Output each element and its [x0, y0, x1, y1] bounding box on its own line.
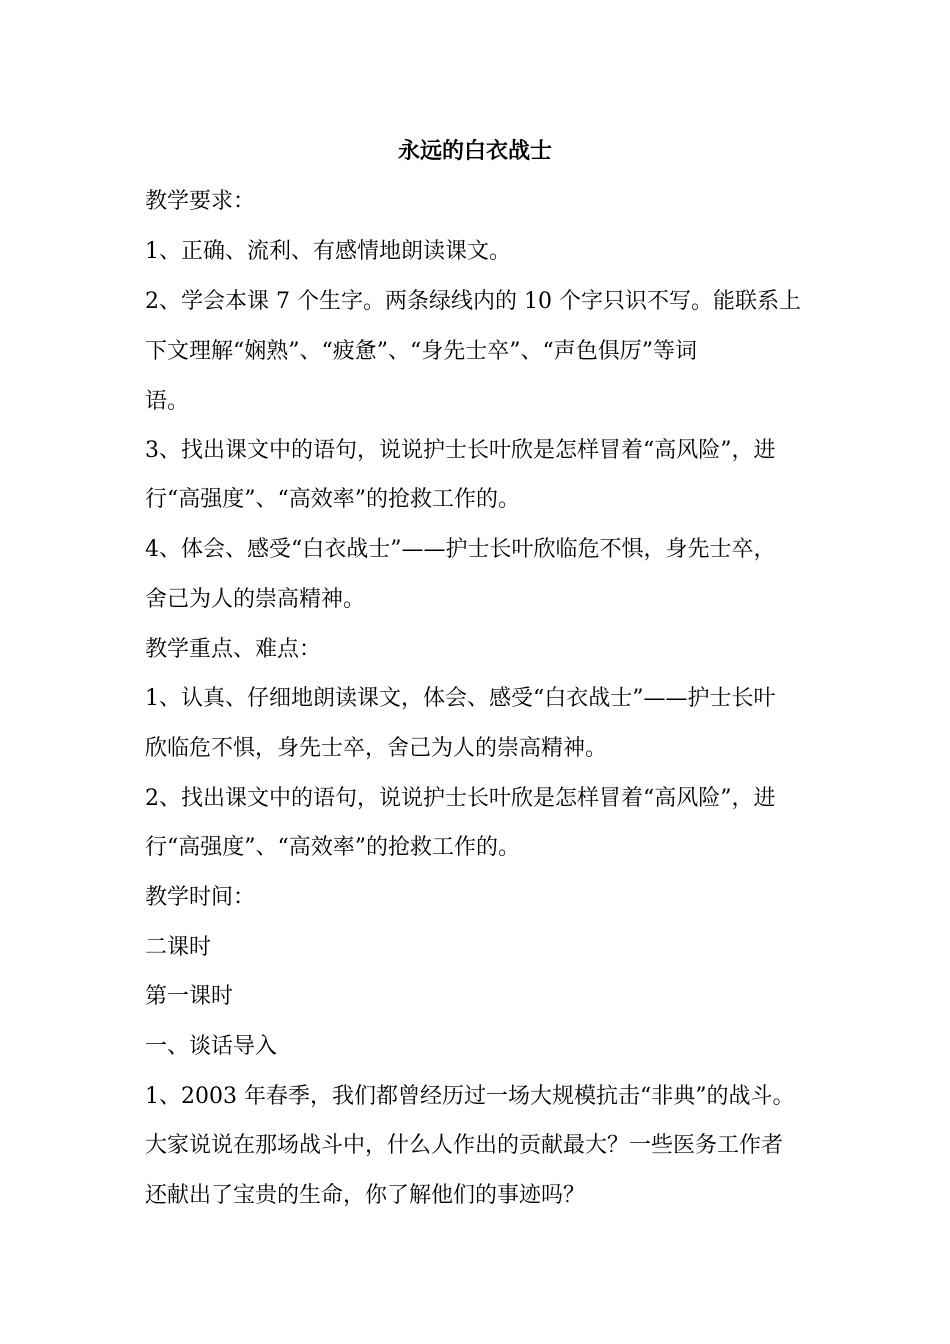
document-title: 永远的白衣战士 [397, 138, 552, 164]
section-heading-first-lesson: 第一课时 [145, 984, 234, 1009]
text-line: 欣临危不惧，身先士卒，舍己为人的崇高精神。 [145, 736, 608, 761]
text-line: 语。 [145, 389, 190, 414]
text-line: 3、找出课文中的语句，说说护士长叶欣是怎样冒着“高风险”，进 [145, 438, 776, 463]
text-line: 还献出了宝贵的生命，你了解他们的事迹吗？ [145, 1183, 586, 1208]
text-line: 1、2003 年春季，我们都曾经历过一场大规模抗击“非典”的战斗。 [145, 1084, 795, 1109]
text-line: 行“高强度”、“高效率”的抢救工作的。 [145, 487, 520, 512]
text-line: 2、学会本课 7 个生字。两条绿线内的 10 个字只识不写。能联系上 [145, 289, 801, 314]
text-line: 1、正确、流利、有感情地朗读课文。 [145, 239, 511, 264]
text-line: 行“高强度”、“高效率”的抢救工作的。 [145, 835, 520, 860]
text-line: 二课时 [145, 935, 212, 960]
section-heading-key-points: 教学重点、难点： [145, 637, 322, 662]
text-line: 大家说说在那场战斗中，什么人作出的贡献最大？一些医务工作者 [145, 1133, 784, 1158]
text-line: 1、认真、仔细地朗读课文，体会、感受“白衣战士”——护士长叶 [145, 686, 776, 711]
text-line: 2、找出课文中的语句，说说护士长叶欣是怎样冒着“高风险”，进 [145, 786, 776, 811]
section-heading-requirements: 教学要求： [145, 189, 256, 214]
text-line: 下文理解“娴熟”、“疲惫”、“身先士卒”、“声色俱厉”等词 [145, 339, 697, 364]
text-line: 4、体会、感受“白衣战士”——护士长叶欣临危不惧，身先士卒， [145, 537, 776, 562]
text-line: 舍己为人的崇高精神。 [145, 587, 366, 612]
section-heading-time: 教学时间： [145, 885, 256, 910]
section-heading-intro: 一、谈话导入 [145, 1034, 278, 1059]
